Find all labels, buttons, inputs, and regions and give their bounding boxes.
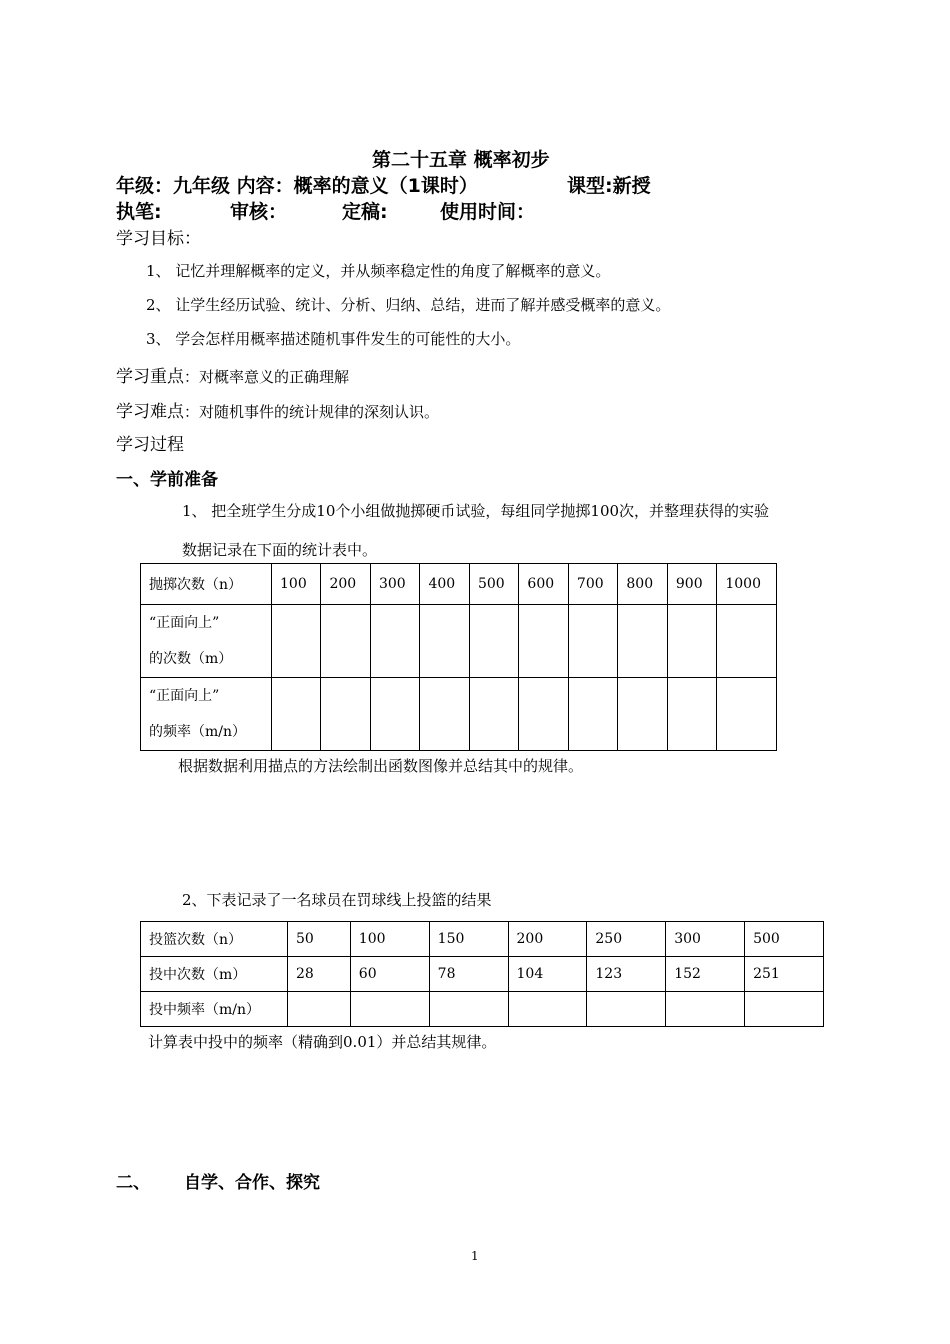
page-title: 第二十五章 概率初步 <box>372 149 550 171</box>
empty-cell[interactable] <box>370 678 419 751</box>
empty-cell[interactable] <box>420 605 469 678</box>
focus-line <box>116 362 349 387</box>
difficulty-line <box>116 397 439 422</box>
empty-cell[interactable] <box>618 605 667 678</box>
empty-cell[interactable] <box>587 992 666 1027</box>
focus-text: ：对概率意义的正确理解 <box>184 368 350 386</box>
empty-cell[interactable] <box>288 992 351 1027</box>
meta-lesson-type: 课型:新授 <box>567 175 651 197</box>
table-cell: 250 <box>587 922 666 957</box>
table-row <box>141 605 777 678</box>
table-cell: 500 <box>745 922 824 957</box>
meta-author: 执笔: <box>116 201 162 223</box>
empty-cell[interactable] <box>717 605 777 678</box>
table-cell: 100 <box>272 564 321 605</box>
empty-cell[interactable] <box>745 992 824 1027</box>
row-header <box>141 605 272 678</box>
page-number: 1 <box>471 1249 479 1263</box>
section-1-heading: 一、学前准备 <box>116 470 218 490</box>
empty-cell[interactable] <box>667 605 716 678</box>
empty-cell[interactable] <box>370 605 419 678</box>
table-cell: 150 <box>429 922 508 957</box>
row-header: 抛掷次数（n） <box>141 564 272 605</box>
empty-cell[interactable] <box>667 678 716 751</box>
table-1-note: 根据数据利用描点的方法绘制出函数图像并总结其中的规律。 <box>178 757 584 775</box>
empty-cell[interactable] <box>272 678 321 751</box>
empty-cell[interactable] <box>469 678 518 751</box>
row-header-line: 的频率（m/n） <box>149 724 247 740</box>
goal-item: 1、 记忆并理解概率的定义，并从频率稳定性的角度了解概率的意义。 <box>146 262 611 280</box>
empty-cell[interactable] <box>420 678 469 751</box>
table-row <box>141 992 824 1027</box>
goal-item: 2、 让学生经历试验、统计、分析、归纳、总结，进而了解并感受概率的意义。 <box>146 296 671 314</box>
empty-cell[interactable] <box>666 992 745 1027</box>
empty-cell[interactable] <box>618 678 667 751</box>
empty-cell[interactable] <box>321 678 370 751</box>
coin-toss-table <box>140 563 777 751</box>
difficulty-label: 学习难点 <box>116 402 184 422</box>
empty-cell[interactable] <box>519 605 568 678</box>
table-cell: 200 <box>508 922 587 957</box>
goal-item: 3、 学会怎样用概率描述随机事件发生的可能性的大小。 <box>146 330 521 348</box>
table-cell: 28 <box>288 957 351 992</box>
row-header: 投中频率（m/n） <box>141 992 288 1027</box>
table-cell: 900 <box>667 564 716 605</box>
table-cell: 1000 <box>717 564 777 605</box>
table-cell: 152 <box>666 957 745 992</box>
meta-time: 使用时间： <box>440 201 536 223</box>
table-cell: 700 <box>568 564 617 605</box>
table-cell: 251 <box>745 957 824 992</box>
empty-cell[interactable] <box>568 605 617 678</box>
table-cell: 300 <box>666 922 745 957</box>
table-row <box>141 678 777 751</box>
table-row <box>141 957 824 992</box>
empty-cell[interactable] <box>568 678 617 751</box>
table-cell: 60 <box>350 957 429 992</box>
empty-cell[interactable] <box>717 678 777 751</box>
empty-cell[interactable] <box>469 605 518 678</box>
table-cell: 600 <box>519 564 568 605</box>
table-row <box>141 922 824 957</box>
item-1-text: 1、 把全班学生分成10个小组做抛掷硬币试验，每组同学抛掷100次，并整理获得的实验 <box>182 502 770 520</box>
empty-cell[interactable] <box>519 678 568 751</box>
process-heading: 学习过程 <box>116 435 184 455</box>
row-header-line: “正面向上” <box>149 688 220 704</box>
row-header: 投中次数（m） <box>141 957 288 992</box>
row-header: 投篮次数（n） <box>141 922 288 957</box>
empty-cell[interactable] <box>321 605 370 678</box>
table-cell: 78 <box>429 957 508 992</box>
table-cell: 400 <box>420 564 469 605</box>
section-2-heading: 自学、合作、探究 <box>184 1173 320 1193</box>
empty-cell[interactable] <box>272 605 321 678</box>
table-row <box>141 564 777 605</box>
meta-grade-content: 年级：九年级 内容：概率的意义（1课时） <box>116 175 478 197</box>
table-cell: 123 <box>587 957 666 992</box>
empty-cell[interactable] <box>508 992 587 1027</box>
table-cell: 104 <box>508 957 587 992</box>
basketball-table <box>140 921 824 1027</box>
meta-review: 审核： <box>230 201 288 223</box>
row-header-line: “正面向上” <box>149 615 220 631</box>
table-cell: 50 <box>288 922 351 957</box>
row-header <box>141 678 272 751</box>
table-cell: 500 <box>469 564 518 605</box>
difficulty-text: ：对随机事件的统计规律的深刻认识。 <box>184 403 440 421</box>
goals-label: 学习目标： <box>116 229 201 249</box>
table-cell: 100 <box>350 922 429 957</box>
table-2-note: 计算表中投中的频率（精确到0.01）并总结其规律。 <box>148 1033 497 1051</box>
focus-label: 学习重点 <box>116 367 184 387</box>
meta-final: 定稿: <box>342 201 388 223</box>
item-2-text: 2、下表记录了一名球员在罚球线上投篮的结果 <box>182 891 492 909</box>
empty-cell[interactable] <box>350 992 429 1027</box>
table-cell: 800 <box>618 564 667 605</box>
empty-cell[interactable] <box>429 992 508 1027</box>
row-header-line: 的次数（m） <box>149 651 233 667</box>
item-1-text-cont: 数据记录在下面的统计表中。 <box>182 541 378 559</box>
table-cell: 200 <box>321 564 370 605</box>
table-cell: 300 <box>370 564 419 605</box>
section-2-number: 二、 <box>116 1173 150 1193</box>
